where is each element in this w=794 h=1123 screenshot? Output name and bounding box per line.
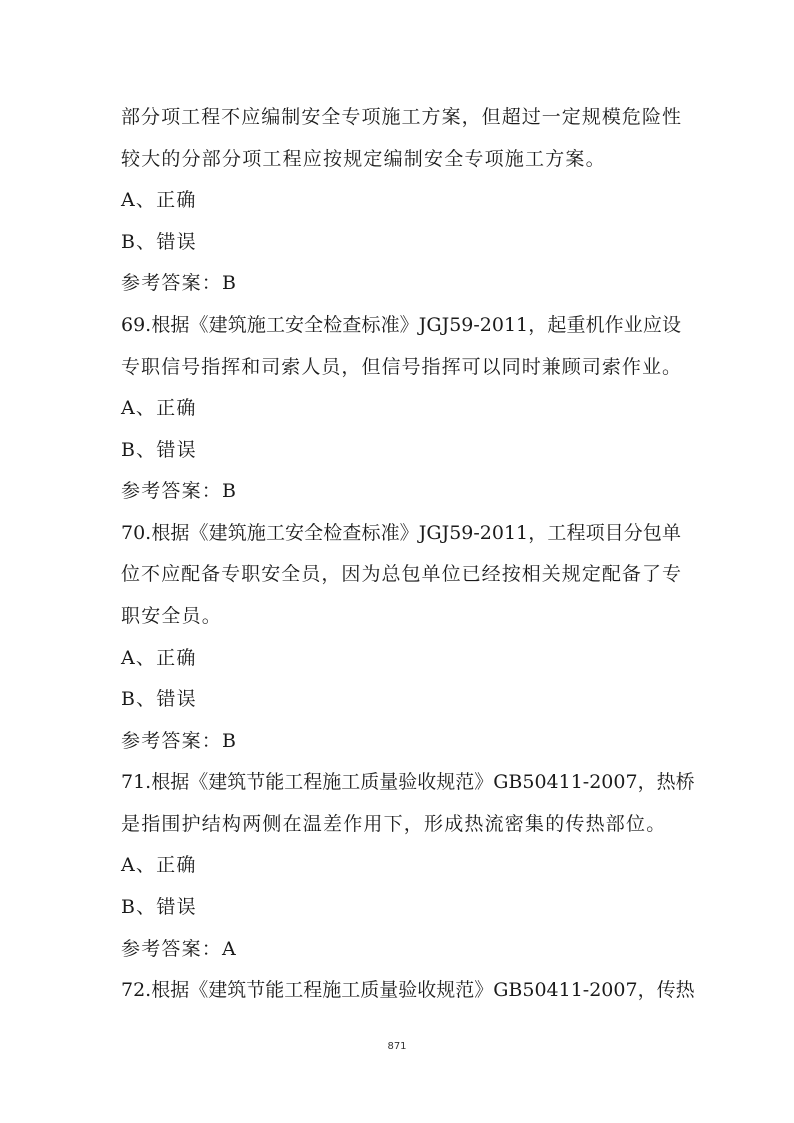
option-a: A、正确 <box>121 189 197 211</box>
text-line: 位不应配备专职安全员，因为总包单位已经按相关规定配备了专 <box>121 563 681 585</box>
answer-line: 参考答案：B <box>121 480 238 502</box>
question-69: 69.根据《建筑施工安全检查标准》JGJ59-2011，起重机作业应设 <box>121 314 681 336</box>
option-b: B、错误 <box>121 231 197 253</box>
text-line: 职安全员。 <box>121 605 223 627</box>
text-line: 是指围护结构两侧在温差作用下，形成热流密集的传热部位。 <box>121 813 667 835</box>
question-70: 70.根据《建筑施工安全检查标准》JGJ59-2011，工程项目分包单 <box>121 522 681 544</box>
option-b: B、错误 <box>121 688 197 710</box>
answer-line: 参考答案：A <box>121 938 237 960</box>
text-line: 部分项工程不应编制安全专项施工方案，但超过一定规模危险性 <box>121 106 681 128</box>
text-line: 较大的分部分项工程应按规定编制安全专项施工方案。 <box>121 148 606 170</box>
question-72: 72.根据《建筑节能工程施工质量验收规范》GB50411-2007，传热 <box>121 979 695 1001</box>
option-a: A、正确 <box>121 647 197 669</box>
page-number: 871 <box>387 1041 407 1052</box>
option-b: B、错误 <box>121 439 197 461</box>
option-a: A、正确 <box>121 854 197 876</box>
answer-line: 参考答案：B <box>121 730 238 752</box>
text-line: 专职信号指挥和司索人员，但信号指挥可以同时兼顾司索作业。 <box>121 356 681 378</box>
option-a: A、正确 <box>121 397 197 419</box>
question-71: 71.根据《建筑节能工程施工质量验收规范》GB50411-2007，热桥 <box>121 771 695 793</box>
answer-line: 参考答案：B <box>121 272 238 294</box>
option-b: B、错误 <box>121 896 197 918</box>
